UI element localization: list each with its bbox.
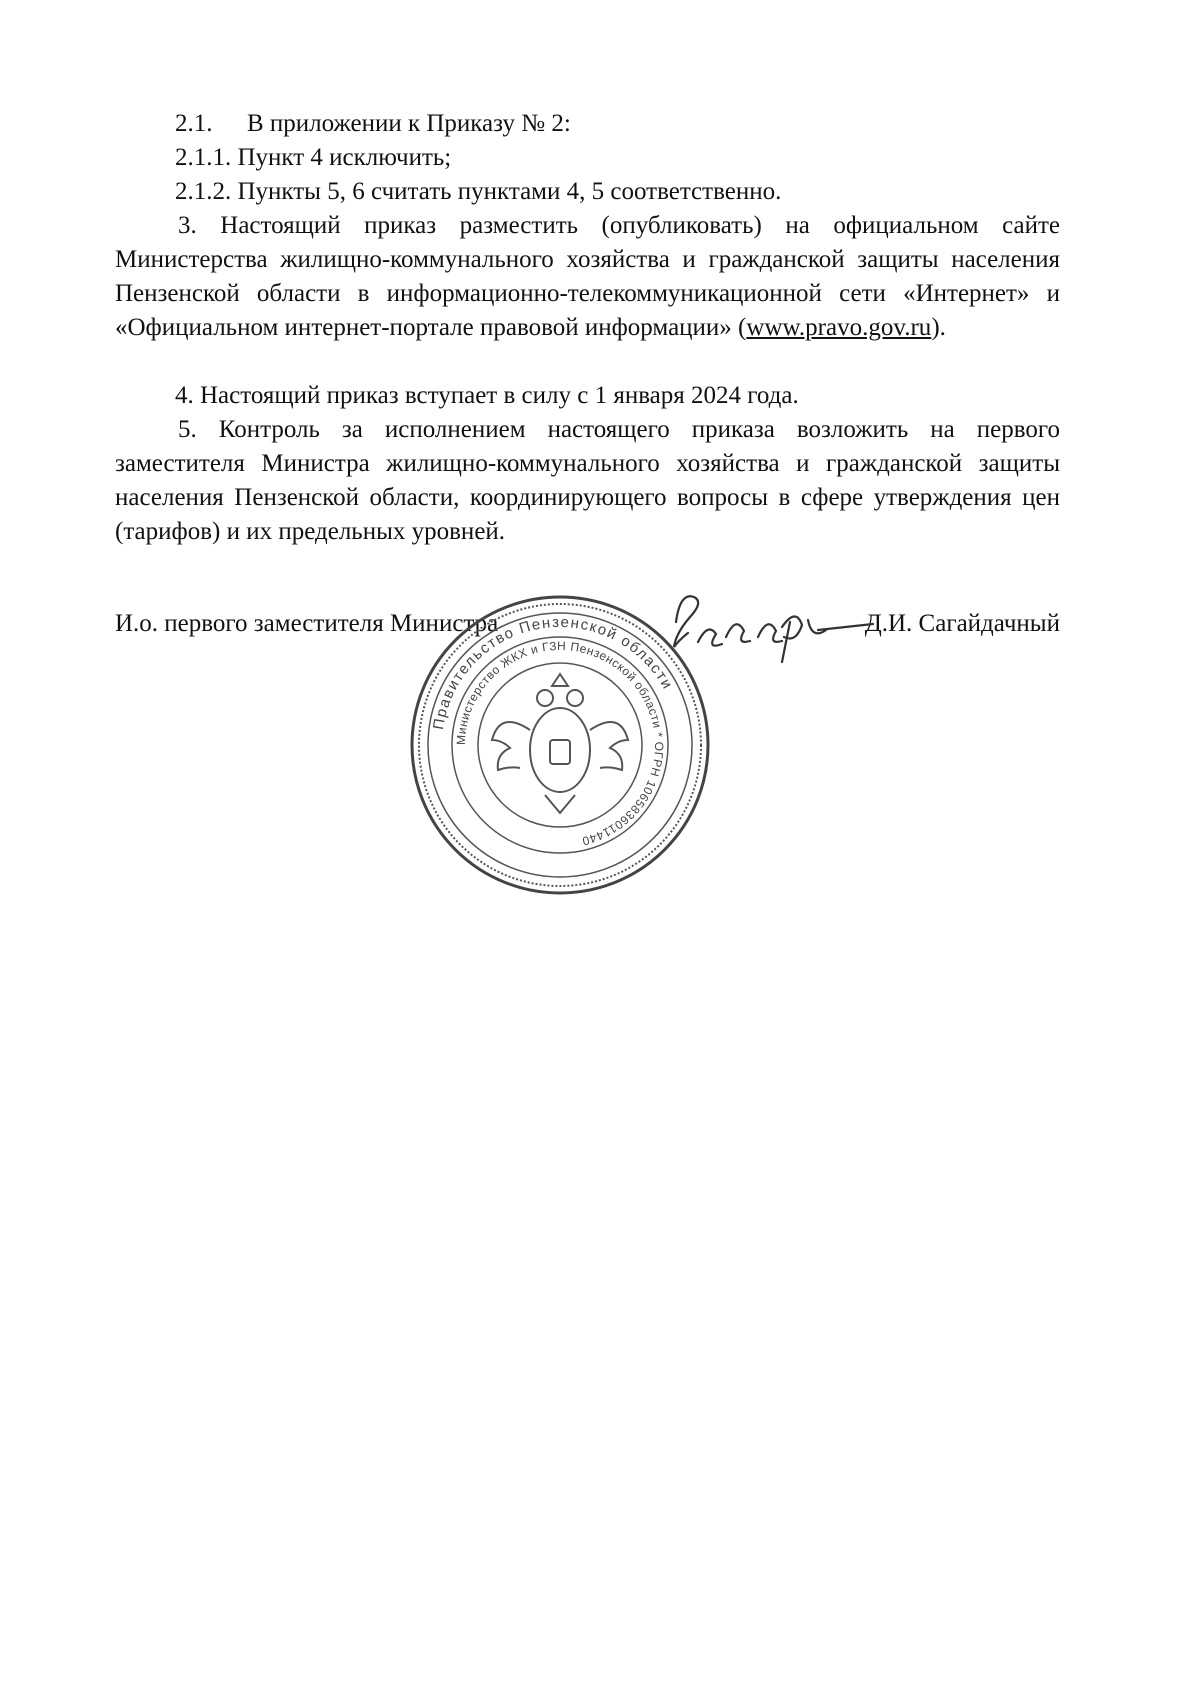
handwritten-signature-icon: [668, 582, 883, 682]
item-2-1-1: 2.1.1. Пункт 4 исключить;: [175, 144, 452, 171]
item-3-closing: ).: [931, 314, 946, 341]
item-3: [115, 209, 1060, 345]
signer-name: Д.И. Сагайдачный: [864, 610, 1060, 637]
item-2-1-2: 2.1.2. Пункты 5, 6 считать пунктами 4, 5 соответственно.: [175, 178, 782, 205]
pravo-link[interactable]: www.pravo.gov.ru: [746, 314, 932, 341]
signer-position: И.о. первого заместителя Министра: [115, 610, 499, 637]
svg-text:Министерство ЖКХ и ГЗН Пензенс: Министерство ЖКХ и ГЗН Пензенской области * ОГРН 1065836011440: [453, 638, 667, 849]
svg-text:Правительство Пензенской облас: Правительство Пензенской области: [429, 613, 677, 731]
item-2-1: [115, 107, 1060, 141]
item-5: 5. Контроль за исполнением настоящего приказа возложить на первого заместителя Министра жилищно-коммунального хозяйства и гражданской защиты населения Пензенской области, координирующего вопросы в сфере утверждения цен (тарифов) и их предельных уровней.: [115, 416, 1060, 545]
item-3-text: 3. Настоящий приказ разместить (опубликовать) на официальном сайте Министерства жилищно-коммунального хозяйства и гражданской защиты населения Пензенской области в информационно-телекоммуникационной сети «Интернет» и «Официальном интернет-портале правовой информации» (: [115, 212, 1060, 341]
item-4: 4. Настоящий приказ вступает в силу с 1 января 2024 года.: [175, 382, 799, 409]
item-2-1-text: В приложении к Приказу № 2:: [247, 110, 571, 137]
item-2-1-number: 2.1.: [175, 110, 213, 137]
